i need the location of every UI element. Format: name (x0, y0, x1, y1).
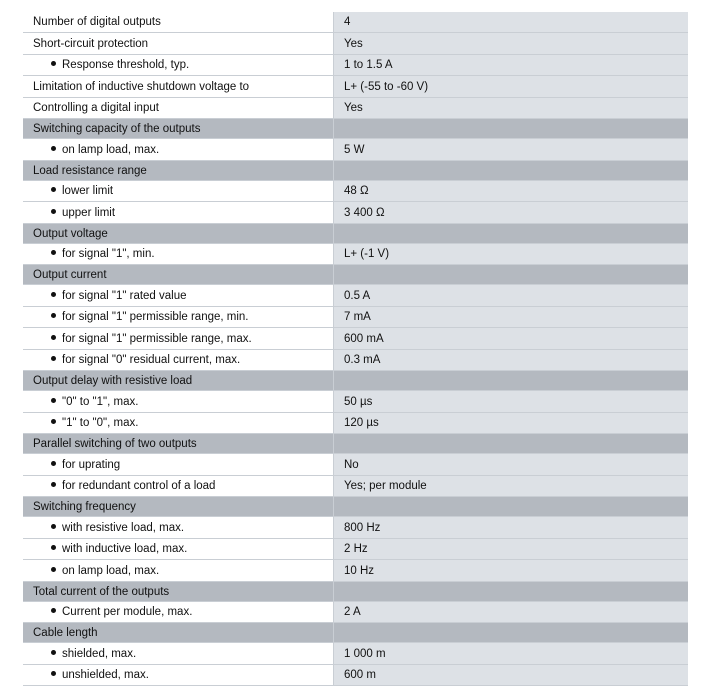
spec-label-cell (23, 285, 334, 307)
spec-label: Response threshold, typ. (62, 59, 190, 71)
bullet-icon (51, 461, 56, 466)
spec-label-cell (23, 643, 334, 665)
spec-label: "0" to "1", max. (62, 395, 139, 408)
spec-value: 4 (334, 12, 689, 33)
spec-label-cell (23, 350, 334, 371)
section-header-label: Total current of the outputs (23, 582, 334, 602)
spec-label: Number of digital outputs (33, 16, 161, 28)
spec-label-cell (23, 12, 334, 33)
spec-value: 600 m (334, 665, 689, 686)
section-header-label: Switching capacity of the outputs (23, 119, 334, 139)
spec-value: Yes; per module (334, 476, 689, 497)
spec-value: 1 000 m (334, 643, 689, 665)
spec-row (23, 244, 688, 265)
spec-label-cell (23, 181, 334, 202)
spec-row (23, 285, 688, 307)
spec-row (23, 476, 688, 497)
section-header-label: Output current (23, 265, 334, 285)
bullet-icon (51, 650, 56, 655)
spec-label: on lamp load, max. (62, 564, 160, 577)
spec-value: 3 400 Ω (334, 202, 689, 224)
spec-row (23, 307, 688, 328)
spec-label: unshielded, max. (62, 669, 149, 681)
bullet-icon (51, 398, 56, 403)
spec-row (23, 55, 688, 76)
spec-label-cell (23, 517, 334, 539)
spec-label-cell (23, 328, 334, 350)
spec-row (23, 665, 688, 686)
bullet-icon (51, 250, 56, 255)
spec-value: Yes (334, 98, 689, 119)
section-header-spacer (334, 265, 689, 285)
bullet-icon (51, 335, 56, 340)
spec-value: 120 µs (334, 413, 689, 434)
section-header-row (23, 265, 688, 285)
bullet-icon (51, 356, 56, 361)
spec-label: with inductive load, max. (62, 543, 188, 555)
section-header-row (23, 623, 688, 643)
spec-label: for signal "1" rated value (62, 289, 187, 302)
spec-row (23, 391, 688, 413)
spec-value: 2 A (334, 602, 689, 623)
section-header-spacer (334, 119, 689, 139)
section-header-label: Load resistance range (23, 161, 334, 181)
spec-label-cell (23, 539, 334, 560)
spec-label: for signal "0" residual current, max. (62, 354, 241, 366)
spec-value: 7 mA (334, 307, 689, 328)
bullet-icon (51, 482, 56, 487)
spec-label-cell (23, 307, 334, 328)
spec-label: lower limit (62, 185, 114, 197)
spec-value: 0.3 mA (334, 350, 689, 371)
bullet-icon (51, 209, 56, 214)
spec-row (23, 139, 688, 161)
spec-label: Controlling a digital input (33, 102, 159, 114)
spec-label: Limitation of inductive shutdown voltage to (33, 80, 250, 93)
bullet-icon (51, 608, 56, 613)
section-header-spacer (334, 623, 689, 643)
spec-row (23, 643, 688, 665)
section-header-spacer (334, 161, 689, 181)
section-header-row (23, 434, 688, 454)
spec-row (23, 560, 688, 582)
section-header-label: Cable length (23, 623, 334, 643)
spec-value: 50 µs (334, 391, 689, 413)
spec-label: upper limit (62, 206, 116, 219)
bullet-icon (51, 524, 56, 529)
spec-label-cell (23, 98, 334, 119)
spec-value: L+ (-55 to -60 V) (334, 76, 689, 98)
section-header-row (23, 224, 688, 244)
bullet-icon (51, 61, 56, 66)
spec-row (23, 454, 688, 476)
spec-label: with resistive load, max. (62, 521, 185, 534)
spec-row (23, 350, 688, 371)
section-header-row (23, 497, 688, 517)
spec-value: 10 Hz (334, 560, 689, 582)
bullet-icon (51, 313, 56, 318)
bullet-icon (51, 187, 56, 192)
section-header-label: Switching frequency (23, 497, 334, 517)
section-header-row (23, 371, 688, 391)
spec-label: "1" to "0", max. (62, 417, 139, 429)
section-header-spacer (334, 371, 689, 391)
spec-table (23, 12, 688, 686)
spec-label-cell (23, 139, 334, 161)
spec-value: L+ (-1 V) (334, 244, 689, 265)
spec-label-cell (23, 33, 334, 55)
spec-value: Yes (334, 33, 689, 55)
spec-label-cell (23, 413, 334, 434)
spec-label-cell (23, 202, 334, 224)
spec-row (23, 517, 688, 539)
spec-label-cell (23, 602, 334, 623)
spec-value: 0.5 A (334, 285, 689, 307)
spec-row (23, 181, 688, 202)
spec-label: for signal "1" permissible range, max. (62, 332, 252, 345)
section-header-spacer (334, 224, 689, 244)
spec-label-cell (23, 391, 334, 413)
section-header-label: Parallel switching of two outputs (23, 434, 334, 454)
spec-row (23, 328, 688, 350)
spec-label: for signal "1", min. (62, 248, 155, 260)
spec-label-cell (23, 665, 334, 686)
bullet-icon (51, 545, 56, 550)
spec-label-cell (23, 454, 334, 476)
bullet-icon (51, 419, 56, 424)
bullet-icon (51, 292, 56, 297)
spec-label-cell (23, 560, 334, 582)
section-header-label: Output delay with resistive load (23, 371, 334, 391)
spec-row (23, 602, 688, 623)
section-header-row (23, 582, 688, 602)
spec-value: No (334, 454, 689, 476)
bullet-icon (51, 671, 56, 676)
spec-value: 800 Hz (334, 517, 689, 539)
spec-value: 48 Ω (334, 181, 689, 202)
bullet-icon (51, 146, 56, 151)
spec-row (23, 202, 688, 224)
section-header-spacer (334, 582, 689, 602)
spec-row (23, 12, 688, 33)
spec-label: for signal "1" permissible range, min. (62, 311, 249, 323)
spec-label: for redundant control of a load (62, 480, 216, 492)
spec-label-cell (23, 55, 334, 76)
spec-row (23, 98, 688, 119)
spec-table-body (23, 12, 688, 686)
section-header-spacer (334, 497, 689, 517)
spec-label: shielded, max. (62, 647, 137, 660)
spec-label: for uprating (62, 458, 121, 471)
spec-label: Current per module, max. (62, 606, 193, 618)
spec-row (23, 413, 688, 434)
spec-value: 2 Hz (334, 539, 689, 560)
section-header-row (23, 119, 688, 139)
spec-label-cell (23, 76, 334, 98)
spec-value: 600 mA (334, 328, 689, 350)
spec-row (23, 33, 688, 55)
spec-label: on lamp load, max. (62, 143, 160, 156)
section-header-row (23, 161, 688, 181)
spec-value: 1 to 1.5 A (334, 55, 689, 76)
spec-row (23, 76, 688, 98)
section-header-label: Output voltage (23, 224, 334, 244)
spec-label: Short-circuit protection (33, 37, 149, 50)
spec-value: 5 W (334, 139, 689, 161)
spec-row (23, 539, 688, 560)
bullet-icon (51, 567, 56, 572)
section-header-spacer (334, 434, 689, 454)
spec-label-cell (23, 476, 334, 497)
spec-label-cell (23, 244, 334, 265)
